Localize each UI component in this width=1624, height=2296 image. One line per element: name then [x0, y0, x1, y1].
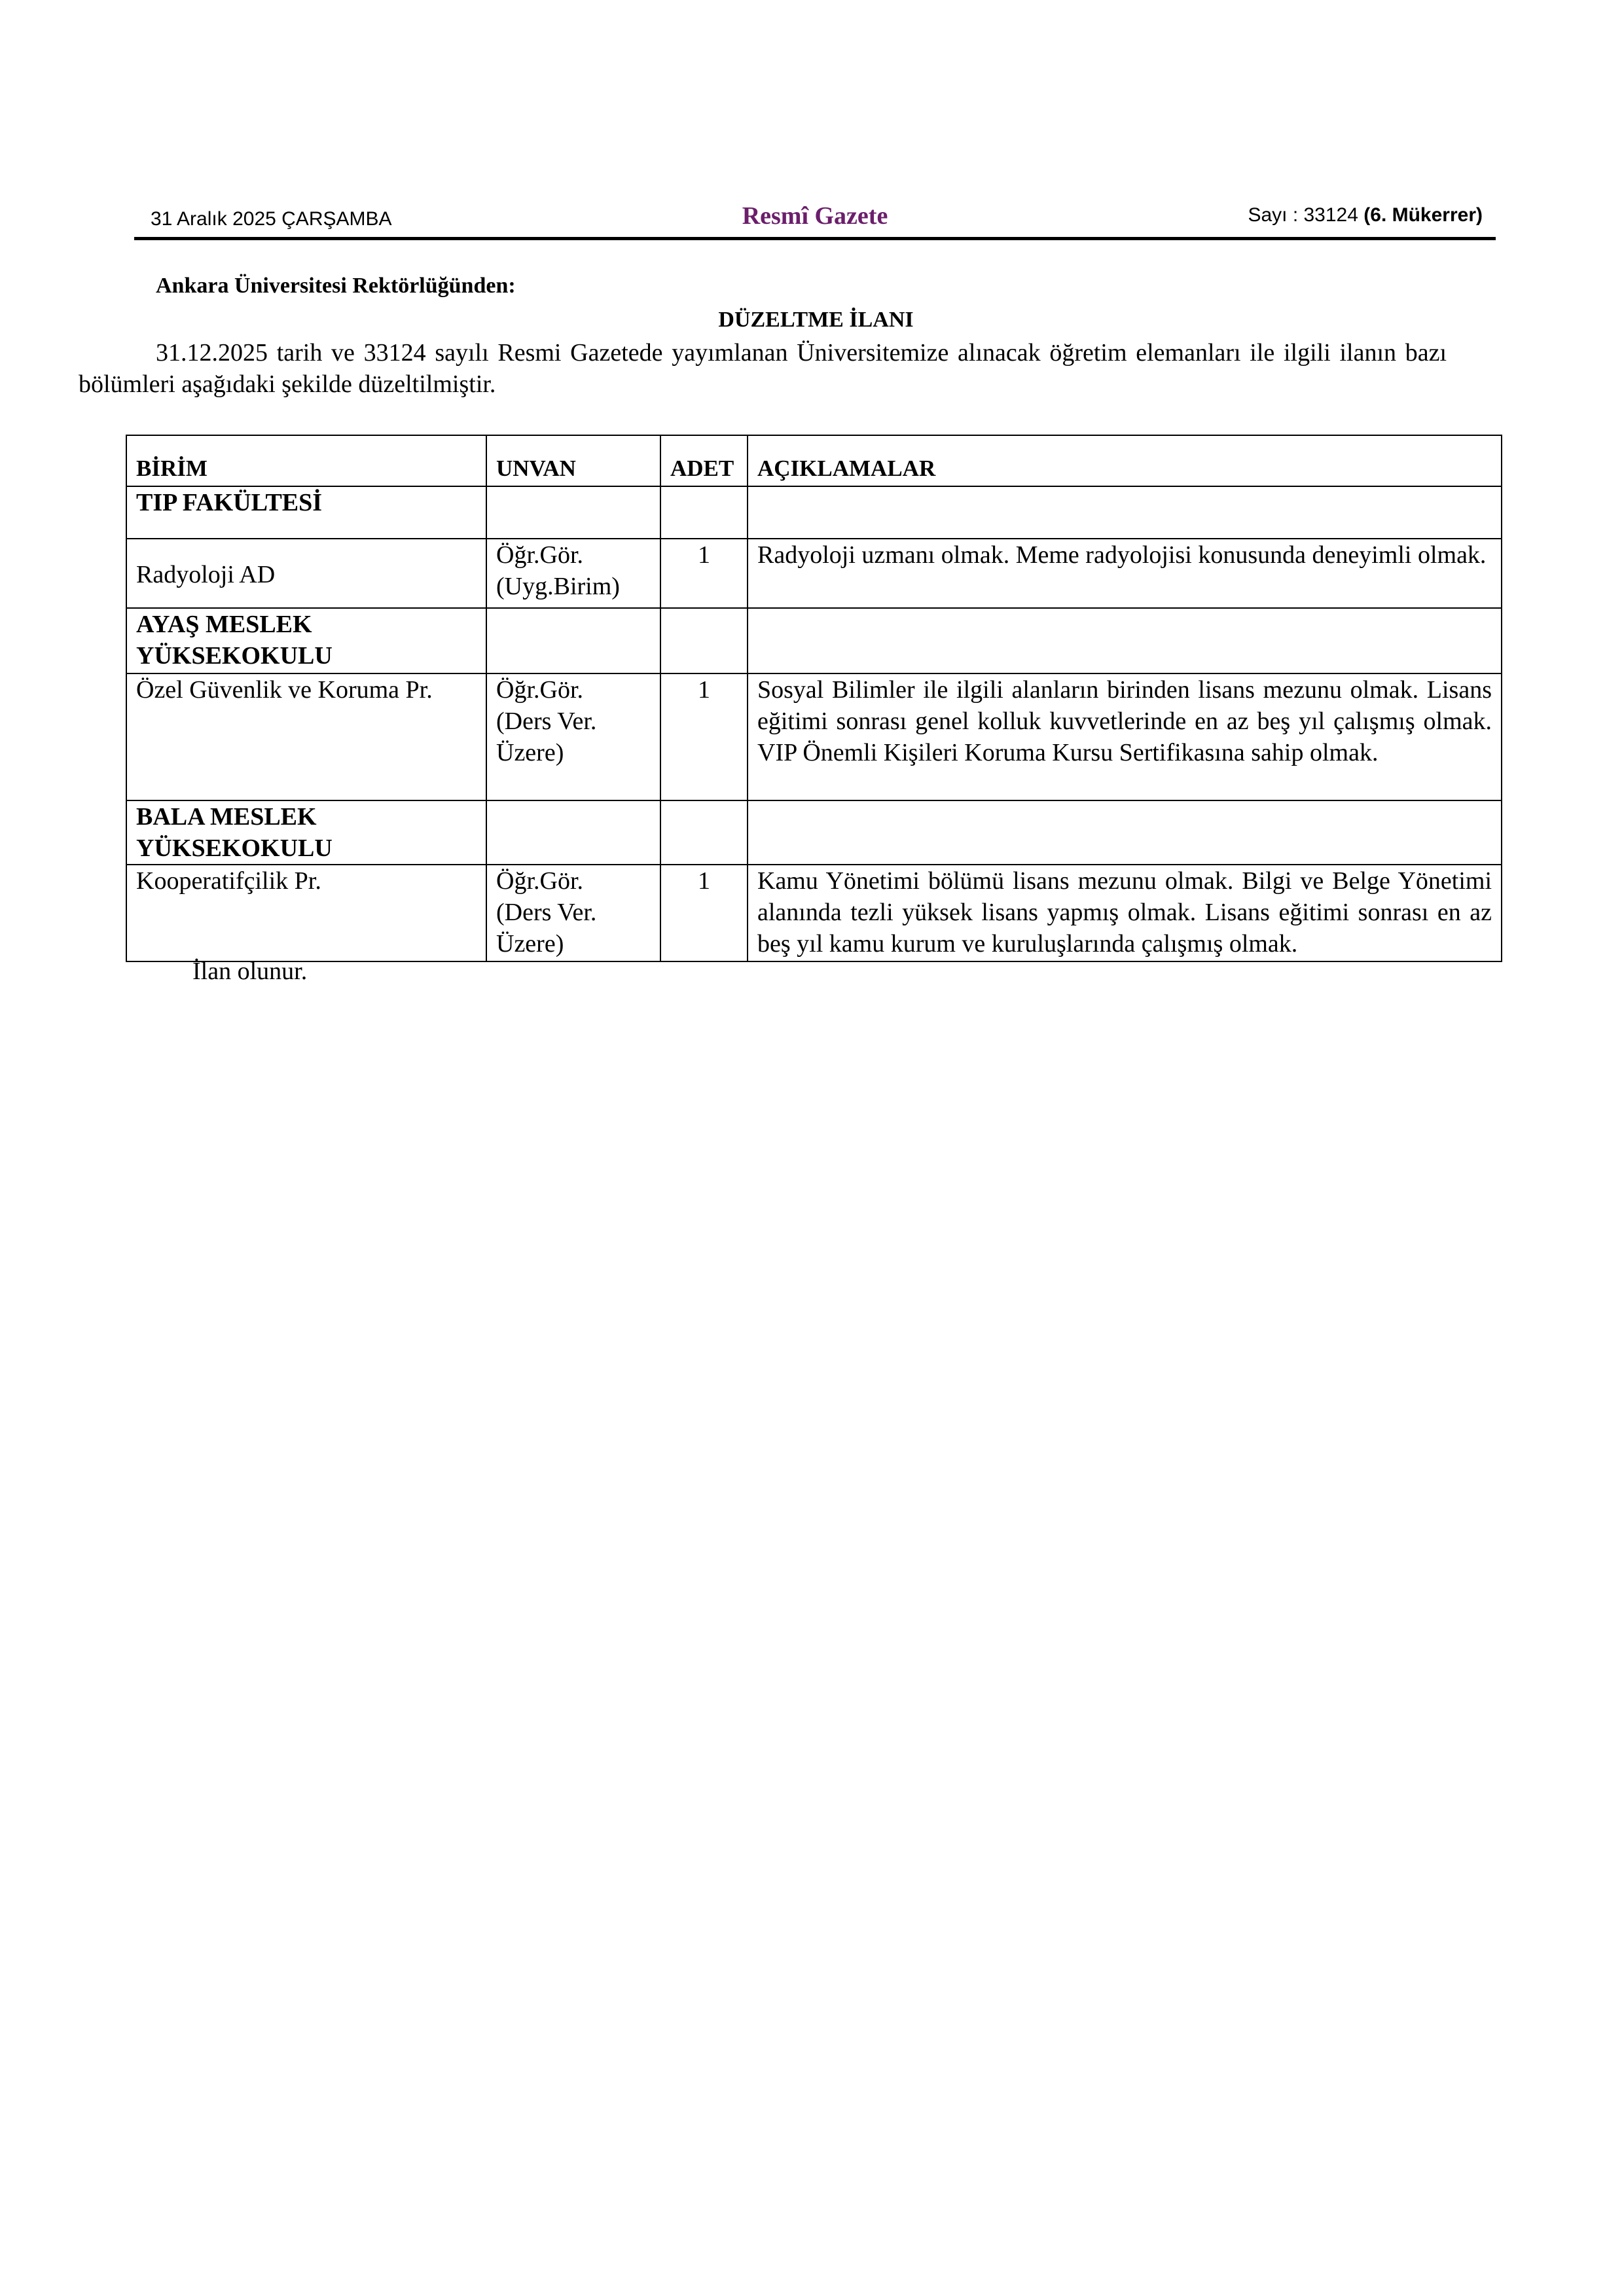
empty-cell	[486, 486, 660, 539]
unit-name: Özel Güvenlik ve Koruma Pr.	[126, 673, 486, 800]
description-cell: Radyoloji uzmanı olmak. Meme radyolojisi konusunda deneyimli olmak.	[748, 539, 1502, 608]
unit-name: Kooperatifçilik Pr.	[126, 865, 486, 961]
intro-paragraph: 31.12.2025 tarih ve 33124 sayılı Resmi Gazetede yayımlanan Üniversitemize alınacak öğretim elemanları ile ilgili ilanın bazı bölümleri aşağıdaki şekilde düzeltilmiştir.	[79, 339, 1447, 398]
faculty-name: BALA MESLEK YÜKSEKOKULU	[126, 800, 486, 865]
faculty-name: TIP FAKÜLTESİ	[126, 486, 486, 539]
faculty-row	[126, 800, 1502, 865]
count-cell: 1	[660, 539, 748, 608]
column-header-unvan: UNVAN	[486, 435, 660, 486]
empty-cell	[660, 486, 748, 539]
unvan-line: Öğr.Gör.	[496, 867, 583, 895]
empty-cell	[748, 800, 1502, 865]
header-title: Resmî Gazete	[742, 202, 888, 230]
faculty-row	[126, 486, 1502, 539]
column-header-birim: BİRİM	[126, 435, 486, 486]
empty-cell	[486, 800, 660, 865]
header-issue-number: Sayı : 33124	[1248, 204, 1358, 226]
empty-cell	[660, 800, 748, 865]
faculty-row	[126, 608, 1502, 673]
table-header-row	[126, 435, 1502, 486]
document-title: DÜZELTME İLANI	[718, 308, 914, 332]
header-date: 31 Aralık 2025 ÇARŞAMBA	[151, 208, 392, 230]
description-cell: Kamu Yönetimi bölümü lisans mezunu olmak. Bilgi ve Belge Yönetimi alanında tezli yüksek lisans yapmış olmak. Lisans eğitimi sonrası en az beş yıl kamu kurum ve kuruluşlarında çalışmış olmak.	[748, 865, 1502, 961]
faculty-name: AYAŞ MESLEK YÜKSEKOKULU	[126, 608, 486, 673]
unvan-line: Öğr.Gör.	[496, 676, 583, 704]
description-cell: Sosyal Bilimler ile ilgili alanların birinden lisans mezunu olmak. Lisans eğitimi sonrası genel kolluk kuvvetlerinde en az beş yıl çalışmış olmak. VIP Önemli Kişileri Koruma Kursu Sertifikasına sahip olmak.	[748, 673, 1502, 800]
empty-cell	[660, 608, 748, 673]
column-header-aciklamalar: AÇIKLAMALAR	[748, 435, 1502, 486]
column-header-adet: ADET	[660, 435, 748, 486]
closing-line: İlan olunur.	[192, 958, 308, 985]
unvan-line: (Uyg.Birim)	[496, 573, 620, 600]
empty-cell	[748, 486, 1502, 539]
unvan-line: (Ders Ver. Üzere)	[496, 708, 597, 766]
table-row	[126, 865, 1502, 961]
unit-name: Radyoloji AD	[126, 539, 486, 608]
gazette-header	[134, 196, 1496, 240]
header-issue	[1248, 204, 1483, 226]
unvan-cell	[486, 865, 660, 961]
empty-cell	[486, 608, 660, 673]
table-row	[126, 673, 1502, 800]
table-row	[126, 539, 1502, 608]
count-cell: 1	[660, 865, 748, 961]
unvan-line: (Ders Ver. Üzere)	[496, 899, 597, 958]
institution-name: Ankara Üniversitesi Rektörlüğünden:	[156, 274, 516, 298]
count-cell: 1	[660, 673, 748, 800]
unvan-cell	[486, 673, 660, 800]
unvan-line: Öğr.Gör.	[496, 541, 583, 569]
header-issue-suffix: (6. Mükerrer)	[1363, 204, 1483, 226]
empty-cell	[748, 608, 1502, 673]
unvan-cell	[486, 539, 660, 608]
correction-table	[126, 435, 1502, 962]
